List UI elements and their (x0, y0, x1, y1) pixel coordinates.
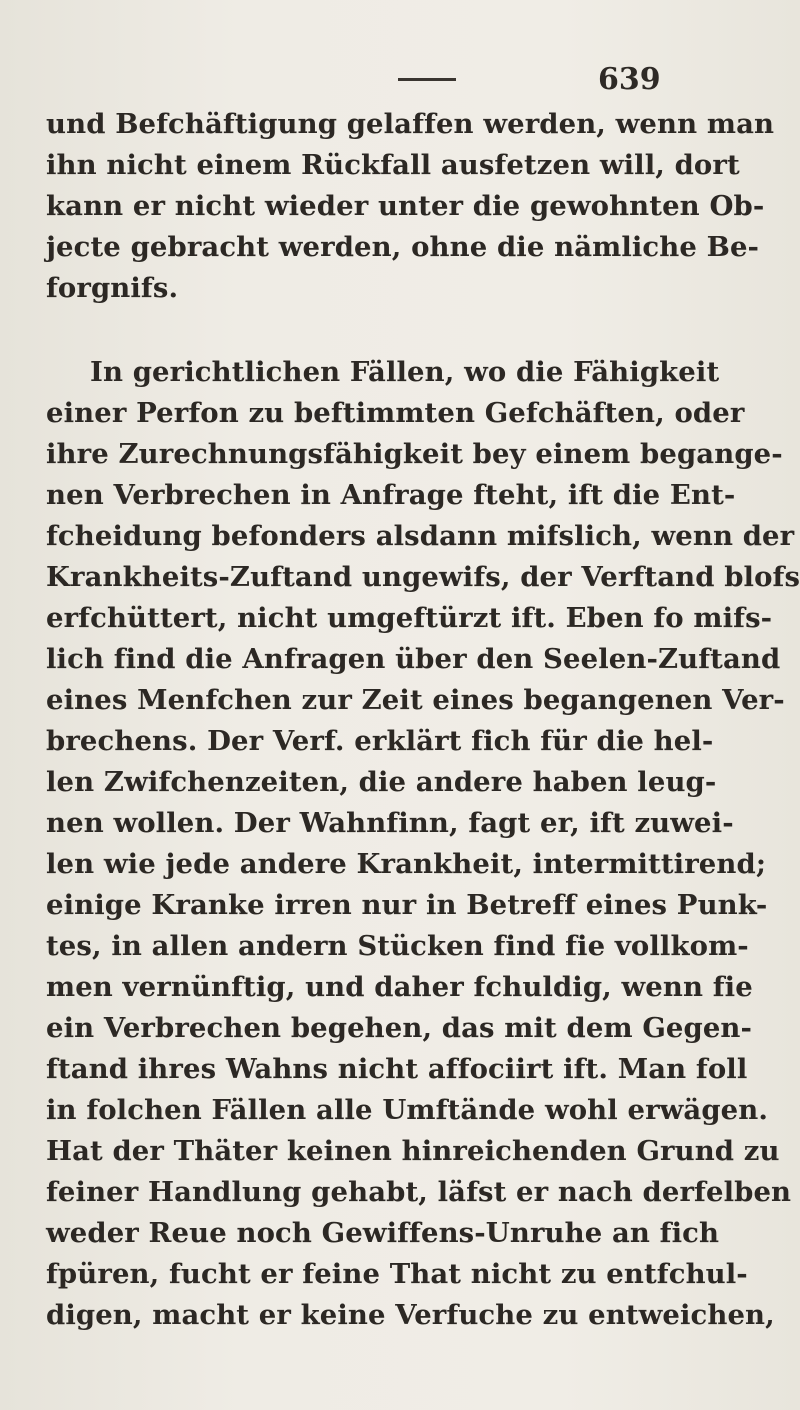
text-line: kann er nicht wieder unter die gewohnten Ob- (46, 190, 765, 222)
text-line: nen Verbrechen in Anfrage fteht, ift die Ent- (46, 479, 736, 511)
text-line: einige Kranke irren nur in Betreff eines Punk- (46, 889, 768, 921)
text-line: einer Perfon zu beftimmten Gefchäften, oder (46, 397, 745, 429)
header-rule (398, 78, 456, 81)
text-line: men vernünftig, und daher fchuldig, wenn fie (46, 971, 753, 1003)
text-line: feiner Handlung gehabt, läfst er nach derfelben (46, 1176, 792, 1208)
paragraph-1 (46, 104, 775, 309)
text-line: ein Verbrechen begehen, das mit dem Gegen- (46, 1012, 753, 1044)
text-line: ihre Zurechnungsfähigkeit bey einem begange- (46, 438, 783, 470)
text-line: nen wollen. Der Wahnfinn, fagt er, ift zuwei- (46, 807, 734, 839)
paragraph-2 (46, 352, 800, 1336)
text-line: und Befchäftigung gelaffen werden, wenn man (46, 108, 775, 140)
page-number: 639 (598, 62, 661, 97)
text-line: len wie jede andere Krankheit, intermittirend; (46, 848, 767, 880)
paragraph-gap (46, 309, 766, 352)
text-line: tes, in allen andern Stücken find fie vollkom- (46, 930, 749, 962)
body-text (46, 104, 800, 1336)
text-line: digen, macht er keine Verfuche zu entweichen, (46, 1299, 775, 1331)
text-line: In gerichtlichen Fällen, wo die Fähigkeit (90, 356, 720, 388)
text-line: eines Menfchen zur Zeit eines begangenen Ver- (46, 684, 785, 716)
text-line: Hat der Thäter keinen hinreichenden Grund zu (46, 1135, 780, 1167)
text-line: ihn nicht einem Rückfall ausfetzen will, dort (46, 149, 740, 181)
text-line: fpüren, fucht er feine That nicht zu entfchul- (46, 1258, 748, 1290)
text-line: in folchen Fällen alle Umftände wohl erwägen. (46, 1094, 769, 1126)
text-line: Krankheits-Zuftand ungewifs, der Verftand blofs (46, 561, 800, 593)
text-line: len Zwifchenzeiten, die andere haben leug- (46, 766, 717, 798)
text-line: brechens. Der Verf. erklärt fich für die hel- (46, 725, 714, 757)
text-line: forgnifs. (46, 272, 179, 304)
text-line: erfchüttert, nicht umgeftürzt ift. Eben fo mifs- (46, 602, 773, 634)
text-line: fcheidung befonders alsdann mifslich, wenn der (46, 520, 795, 552)
text-line: weder Reue noch Gewiffens-Unruhe an fich (46, 1217, 720, 1249)
text-line: ftand ihres Wahns nicht affociirt ift. Man foll (46, 1053, 748, 1085)
text-line: jecte gebracht werden, ohne die nämliche Be- (46, 231, 760, 263)
text-line: lich find die Anfragen über den Seelen-Zuftand (46, 643, 781, 675)
